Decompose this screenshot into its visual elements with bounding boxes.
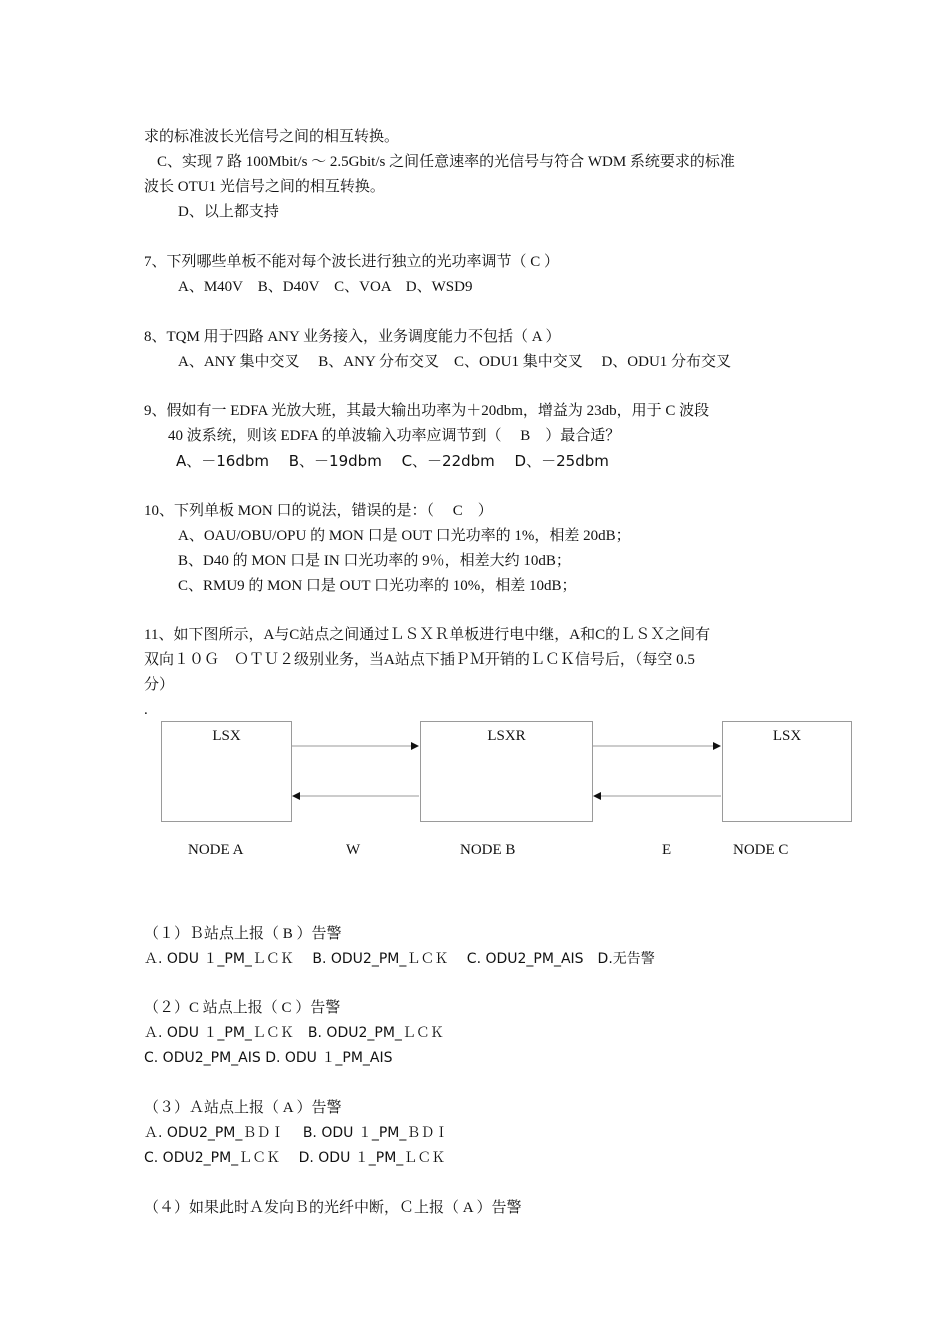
- dot-mark: .: [144, 702, 148, 718]
- question-10-option-c: C、RMU9 的 MON 口是 OUT 口光功率的 10%，相差 10dB；: [178, 578, 577, 594]
- question-9-options: A、－16dbm B、－19dbm C、－22dbm D、－25dbm: [176, 452, 609, 470]
- question-8-options: A、ANY 集中交叉 B、ANY 分布交叉 C、ODU1 集中交叉 D、ODU1 分布交叉: [178, 354, 732, 370]
- question-9-line-1: 9、假如有一 EDFA 光放大班，其最大输出功率为＋20dbm，增益为 23db，用于 C 波段: [144, 403, 710, 419]
- subquestion-2-options-1: Ａ. ODU １_PM_ＬＣＫ B. ODU2_PM_ＬＣＫ: [144, 1025, 444, 1041]
- question-11-line-3: 分）: [144, 677, 175, 693]
- question-10-option-b: B、D40 的 MON 口是 IN 口光功率的 9％，相差大约 10dB；: [178, 553, 571, 569]
- node-a-box-label: LSX: [212, 728, 241, 744]
- subquestion-1-options: Ａ. ODU １_PM_ＬＣＫ B. ODU2_PM_ＬＣＫ C. ODU2_PM_AIS D.无告警: [144, 951, 655, 967]
- subquestion-4: （４）如果此时Ａ发向Ｂ的光纤中断，Ｃ上报（ A ）告警: [144, 1200, 522, 1216]
- w-label: W: [346, 842, 361, 858]
- question-11-line-2: 双向１０Ｇ ＯＴＵ２级别业务，当A站点下插ＰＭ开销的ＬＣＫ信号后，（每空 0.5: [144, 652, 695, 668]
- node-c-label: NODE C: [733, 842, 789, 858]
- subquestion-1: （１）Ｂ站点上报（ B ）告警: [144, 926, 342, 942]
- text-line-2: C、实现 7 路 100Mbit/s ～ 2.5Gbit/s 之间任意速率的光信号与符合 WDM 系统要求的标准: [157, 154, 735, 170]
- node-b-box: [420, 721, 593, 822]
- text-line-1: 求的标准波长光信号之间的相互转换。: [144, 129, 400, 145]
- question-10-option-a: A、OAU/OBU/OPU 的 MON 口是 OUT 口光功率的 1%，相差 20dB；: [178, 528, 631, 544]
- question-11-line-1: 11、如下图所示，A与C站点之间通过ＬＳＸＲ单板进行电中继，A和C的ＬＳＸ之间有: [144, 627, 711, 643]
- subquestion-3-options-2: C. ODU2_PM_ＬＣＫ D. ODU １_PM_ＬＣＫ: [144, 1150, 446, 1166]
- node-c-box: [722, 721, 852, 822]
- subquestion-3: （３）Ａ站点上报（ A ）告警: [144, 1100, 342, 1116]
- node-a-label: NODE A: [188, 842, 244, 858]
- question-7-options: A、M40V B、D40V C、VOA D、WSD9: [178, 279, 473, 295]
- subquestion-2: （２）C 站点上报（ C ）告警: [144, 1000, 341, 1016]
- subquestion-2-options-2: C. ODU2_PM_AIS D. ODU １_PM_AIS: [144, 1050, 393, 1066]
- question-7: 7、下列哪些单板不能对每个波长进行独立的光功率调节（ C ）: [144, 254, 560, 270]
- question-8: 8、TQM 用于四路 ANY 业务接入，业务调度能力不包括（ A ）: [144, 329, 561, 345]
- question-9-line-2: 40 波系统，则该 EDFA 的单波输入功率应调节到（ B ）最合适？: [168, 428, 621, 444]
- node-b-box-label: LSXR: [487, 728, 526, 744]
- node-b-label: NODE B: [460, 842, 516, 858]
- subquestion-3-options-1: Ａ. ODU2_PM_ＢＤＩ B. ODU １_PM_ＢＤＩ: [144, 1125, 449, 1141]
- node-c-box-label: LSX: [772, 728, 802, 744]
- question-10: 10、下列单板 MON 口的说法，错误的是：（ C ）: [144, 503, 493, 519]
- text-line-4: D、以上都支持: [178, 204, 279, 220]
- node-a-box: [161, 721, 292, 822]
- text-line-3: 波长 OTU1 光信号之间的相互转换。: [144, 179, 385, 195]
- e-label: E: [662, 842, 672, 858]
